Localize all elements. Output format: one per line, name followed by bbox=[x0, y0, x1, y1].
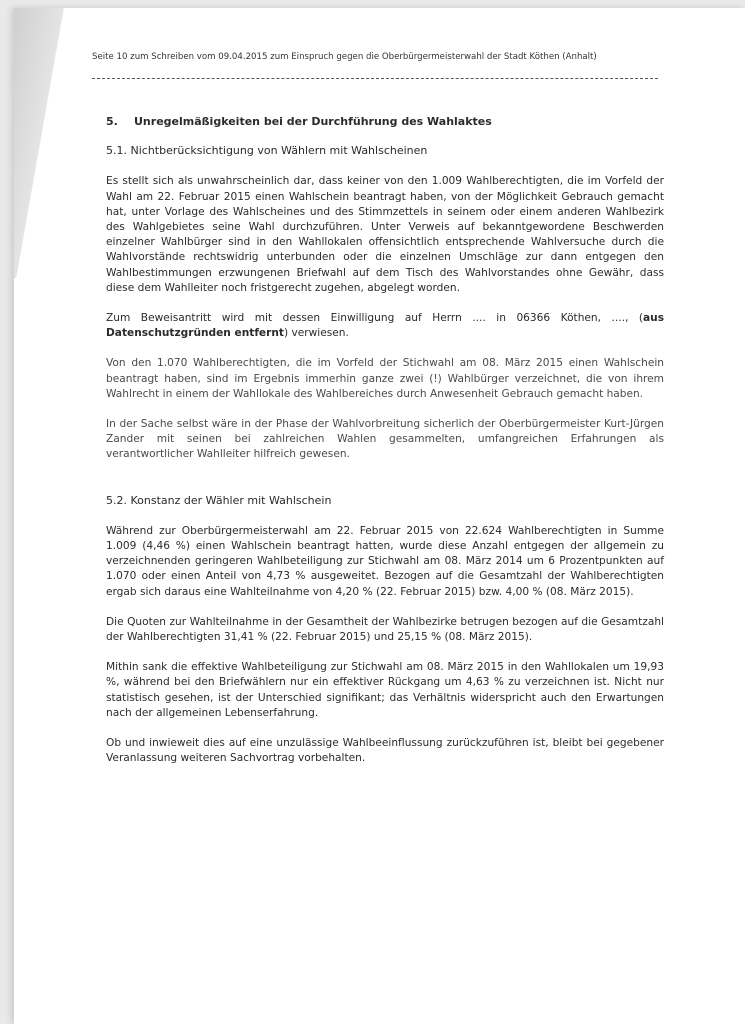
document-body bbox=[106, 114, 664, 782]
paragraph-5-1-b-start: Zum Beweisantritt wird mit dessen Einwilligung auf Herrn .... in 06366 Köthen, ...., ( bbox=[106, 312, 643, 325]
paragraph-5-2-c: Mithin sank die effektive Wahlbeteiligung zur Stichwahl am 08. März 2015 in den Wahllokalen um 19,93 %, während bei den Briefwählern nur ein effektiver Rückgang um 4,63 % zu verzeichnen ist. Nicht nur statistisch gesehen, ist der Unterschied signifikant; das Verhältnis widerspricht auch den Erwartungen nach der allgemeinen Lebenserfahrung. bbox=[106, 661, 664, 719]
paragraph-5-1-a: Es stellt sich als unwahrscheinlich dar, dass keiner von den 1.009 Wahlberechtigten, die im Vorfeld der Wahl am 22. Februar 2015 einen Wahlschein beantragt haben, von der Möglichkeit Gebrauch gemacht hat, unter Vorlage des Wahlscheines und des Stimmzettels in seinem oder einem anderen Wahlbezirk des Wahlgebietes seine Wahl durchzuführen. Unter Verweis auf bekanntgewordene Beschwerden einzelner Wahlbürger sind in den Wahllokalen offensichtlich entsprechende Wahlversuche durch die Wahlvorstände rechtswidrig unterbunden oder die einzelnen Umschläge zur dann entgegen den Wahlbestimmungen erzwungenen Briefwahl auf dem Tisch des Wahlvorstandes ohne Gewähr, dass diese dem Wahlleiter noch fristgerecht zugehen, abgelegt worden. bbox=[106, 175, 664, 294]
subsection-heading-5-1: 5.1. Nichtberücksichtigung von Wählern mit Wahlscheinen bbox=[106, 144, 428, 158]
paragraph-5-2-a: Während zur Oberbürgermeisterwahl am 22. Februar 2015 von 22.624 Wahlberechtigten in Summe 1.009 (4,46 %) einen Wahlschein beantragt hatten, wurde diese Anzahl entgegen der allgemein zu verzeichnenden geringeren Wahlbeteiligung zur Stichwahl am 08. März 2014 um 6 Prozentpunkten auf 1.070 oder einen Anteil von 4,73 % ausgeweitet. Bezogen auf die Gesamtzahl der Wahlberechtigten ergab sich daraus eine Wahlteilnahme von 4,20 % (22. Februar 2015) bzw. 4,00 % (08. März 2015). bbox=[106, 524, 664, 598]
header-divider bbox=[92, 78, 658, 79]
paragraph-5-1-d: In der Sache selbst wäre in der Phase der Wahlvorbreitung sicherlich der Oberbürgermeister Kurt-Jürgen Zander mit seinen bei zahlreichen Wahlen gesammelten, umfangreichen Erfahrungen als verantwortlicher Wahlleiter hilfreich gewesen. bbox=[106, 418, 664, 461]
paragraph-5-2-d: Ob und inwieweit dies auf eine unzulässige Wahlbeeinflussung zurückzuführen ist, bleibt bei gegebener Veranlassung weiteren Sachvortrag vorbehalten. bbox=[106, 737, 664, 765]
document-page bbox=[14, 8, 745, 1024]
section-number: 5. bbox=[106, 115, 118, 128]
page-header: Seite 10 zum Schreiben vom 09.04.2015 zum Einspruch gegen die Oberbürgermeisterwahl der Stadt Köthen (Anhalt) bbox=[92, 52, 597, 62]
paragraph-5-2-b: Die Quoten zur Wahlteilnahme in der Gesamtheit der Wahlbezirke betrugen bezogen auf die Gesamtzahl der Wahlberechtigten 31,41 % (22. Februar 2015) und 25,15 % (08. März 2015). bbox=[106, 615, 664, 644]
paragraph-5-1-b-end: ) verwiesen. bbox=[283, 327, 349, 340]
subsection-heading-5-2: 5.2. Konstanz der Wähler mit Wahlschein bbox=[106, 493, 332, 507]
paragraph-5-1-c: Von den 1.070 Wahlberechtigten, die im Vorfeld der Stichwahl am 08. März 2015 einen Wahlschein beantragt haben, sind im Ergebnis immerhin ganze zwei (!) Wahlbürger verzeichnet, die von ihrem Wahlrecht in einem der Wahllokale des Wahlbereiches durch Anwesenheit Gebrauch gemacht haben. bbox=[106, 357, 664, 400]
section-title: Unregelmäßigkeiten bei der Durchführung des Wahlaktes bbox=[134, 115, 492, 128]
section-heading bbox=[106, 114, 664, 129]
paragraph-5-1-b bbox=[106, 311, 664, 341]
folded-corner-shadow bbox=[14, 8, 76, 278]
redaction-note: aus Datenschutzgründen entfernt bbox=[106, 312, 664, 340]
